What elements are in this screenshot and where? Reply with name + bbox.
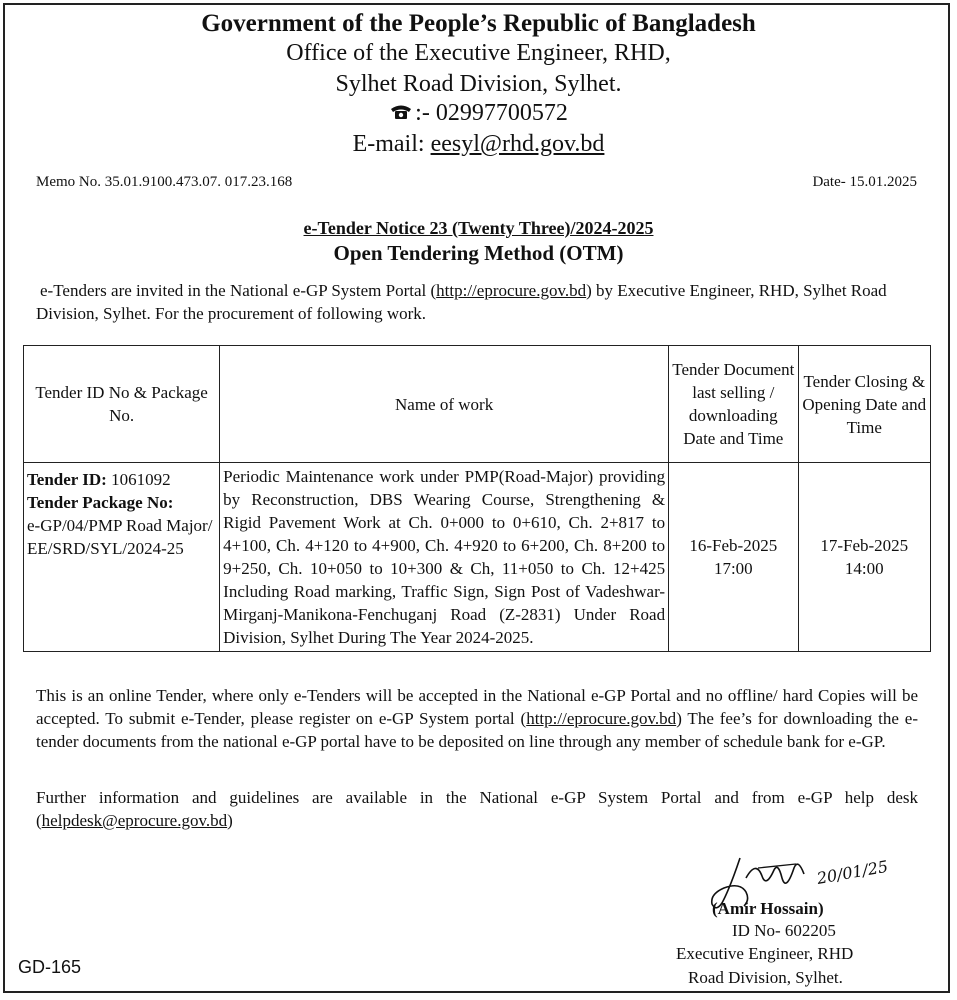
selling-date: 16-Feb-2025 [689,536,778,555]
office-line: Office of the Executive Engineer, RHD, [286,40,671,66]
para2-text-end: ) [227,811,233,830]
tender-id-label: Tender ID: [27,470,107,489]
online-tender-paragraph [36,684,918,753]
tender-id-cell [24,463,220,652]
memo-date: Date- 15.01.2025 [812,174,917,190]
email-line [0,131,957,158]
notice-title: e-Tender Notice 23 (Twenty Three)/2024-2025 [303,218,654,238]
division-line: Sylhet Road Division, Sylhet. [335,71,622,97]
para1-text-end: ) The fee’s for downloading the e-tender documents from the national e-GP portal have to be deposited on line through any member of schedule bank for e-GP. [36,709,919,751]
header-closing-date: Tender Closing & Opening Date and Time [798,346,930,463]
egp-portal-link-2[interactable]: http://eprocure.gov.bd [526,709,677,728]
helpdesk-email-link[interactable]: helpdesk@eprocure.gov.bd [41,811,228,830]
header-tender-id: Tender ID No & Package No. [24,346,220,463]
phone-number: :- 02997700572 [415,100,568,126]
para1-text-start: This is an online Tender, where only e-Tenders will be accepted in the National e-GP Portal and no offline/ hard Copies will be accepted. To submit e-Tender, please register on e-GP System portal ( [36,686,918,728]
work-description: Periodic Maintenance work under PMP(Road-Major) providing by Reconstruction, DBS Wearing Course, Strengthening & Rigid Pavement Work at Ch. 0+000 to 0+610, Ch. 2+817 to 4+100, Ch. 4+120 to 4+900, Ch. 4+920 to 6+200, Ch. 8+200 to 9+250, Ch. 10+050 to 10+300 & Ch, 11+050 to Ch. 12+425 Including Road marking, Traffic Sign, Sign Post of Vadeshwar-Mirganj-Manikona-Fenchuganj Road (Z-2831) Under Road Division, Sylhet During The Year 2024-2025. [220,463,669,652]
tender-id-value: 1061092 [111,470,171,489]
email-label: E-mail: [352,131,431,157]
package-number: e-GP/04/PMP Road Major/EE/SRD/SYL/2024-25 [27,516,213,558]
selling-time: 17:00 [713,559,753,578]
phone-line [0,100,957,128]
header-selling-date: Tender Document last selling / downloading Date and Time [669,346,798,463]
table-row [24,463,931,652]
intro-text-end: ) by Executive Engineer, RHD, Sylhet Road Division, Sylhet. For the procurement of following work. [36,281,887,323]
tender-table [23,345,931,652]
signer-name: (Amir Hossain) [712,899,824,918]
signature-handwritten-date: 20/01/25 [815,856,890,888]
header-name-of-work: Name of work [220,346,669,463]
para2-text-start: Further information and guidelines are available in the National e-GP System Portal and from e-GP help desk ( [36,788,918,830]
closing-datetime-cell [798,463,930,652]
closing-date: 17-Feb-2025 [820,536,909,555]
table-header-row [24,346,931,463]
government-heading: Government of the People’s Republic of Bangladesh [201,10,756,37]
further-info-paragraph [36,786,918,832]
method-title: Open Tendering Method (OTM) [333,241,624,265]
egp-portal-link[interactable]: http://eprocure.gov.bd [436,281,587,300]
telephone-icon [389,101,413,128]
selling-datetime-cell [669,463,798,652]
signer-id: ID No- 602205 [732,921,836,940]
signer-division: Road Division, Sylhet. [688,968,843,987]
footer-code: GD-165 [18,957,82,977]
closing-time: 14:00 [844,559,884,578]
email-link[interactable]: eesyl@rhd.gov.bd [430,131,605,157]
package-label: Tender Package No: [27,493,174,512]
memo-number: Memo No. 35.01.9100.473.07. 017.23.168 [36,174,293,190]
signer-title: Executive Engineer, RHD [676,944,854,963]
intro-text-start: e-Tenders are invited in the National e-GP System Portal ( [40,281,437,300]
intro-paragraph [36,279,916,325]
